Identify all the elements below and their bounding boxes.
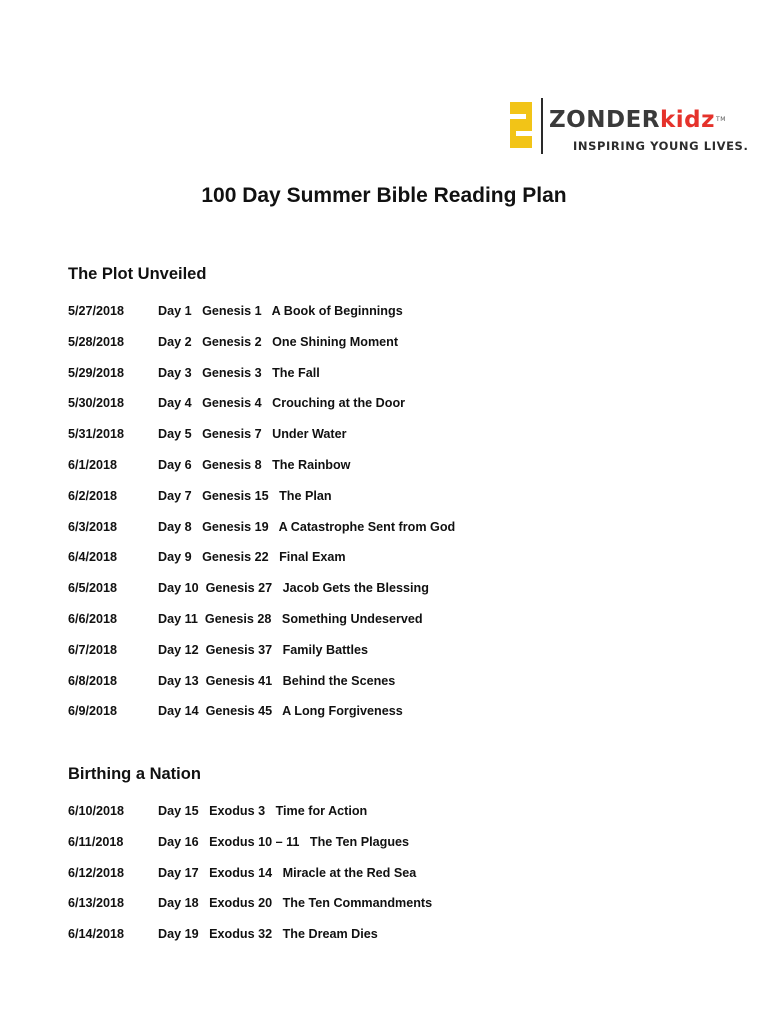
section-heading: The Plot Unveiled <box>68 265 207 283</box>
reading-date: 5/31/2018 <box>68 427 125 442</box>
logo-divider <box>541 98 543 154</box>
reading-date: 5/29/2018 <box>68 365 125 380</box>
reading-date: 6/11/2018 <box>68 834 124 849</box>
reading-date: 6/8/2018 <box>68 673 118 688</box>
logo-wordmark <box>549 107 726 133</box>
reading-row <box>68 827 708 858</box>
reading-entry: Day 8 Genesis 19 A Catastrophe Sent from God <box>158 519 456 534</box>
reading-entry: Day 2 Genesis 2 One Shining Moment <box>158 334 399 349</box>
reading-entry: Day 13 Genesis 41 Behind the Scenes <box>158 673 396 688</box>
reading-list <box>68 796 708 950</box>
reading-entry: Day 5 Genesis 7 Under Water <box>158 427 347 442</box>
reading-date: 6/6/2018 <box>68 611 118 626</box>
logo-wordmark-zonder: ZONDER <box>549 107 660 133</box>
reading-row <box>68 604 708 635</box>
reading-entry: Day 15 Exodus 3 Time for Action <box>158 804 368 818</box>
reading-date: 6/9/2018 <box>68 704 118 719</box>
reading-entry: Day 19 Exodus 32 The Dream Dies <box>158 927 378 942</box>
reading-date: 5/30/2018 <box>68 396 125 411</box>
reading-row <box>68 796 708 827</box>
logo-trademark: TM <box>716 116 726 123</box>
reading-row <box>68 296 708 327</box>
reading-date: 6/3/2018 <box>68 519 118 534</box>
reading-date: 6/10/2018 <box>68 804 125 818</box>
reading-row <box>68 388 708 419</box>
reading-date: 6/2/2018 <box>68 488 118 503</box>
reading-entry: Day 7 Genesis 15 The Plan <box>158 488 332 503</box>
reading-date: 6/12/2018 <box>68 865 125 880</box>
reading-entry: Day 9 Genesis 22 Final Exam <box>158 550 346 565</box>
reading-entry: Day 17 Exodus 14 Miracle at the Red Sea <box>158 865 417 880</box>
reading-row <box>68 481 708 512</box>
reading-row <box>68 573 708 604</box>
reading-row <box>68 666 708 697</box>
zonderkidz-mark-icon <box>510 102 532 148</box>
reading-entry: Day 14 Genesis 45 A Long Forgiveness <box>158 704 403 719</box>
reading-entry: Day 18 Exodus 20 The Ten Commandments <box>158 896 433 911</box>
logo-tagline: INSPIRING YOUNG LIVES. <box>573 139 749 153</box>
reading-row <box>68 327 708 358</box>
reading-row <box>68 919 708 950</box>
page-title: 100 Day Summer Bible Reading Plan <box>201 184 567 207</box>
reading-date: 6/7/2018 <box>68 642 118 657</box>
logo-wordmark-kidz: kidz <box>660 107 716 133</box>
reading-date: 6/1/2018 <box>68 457 118 472</box>
reading-row <box>68 635 708 666</box>
reading-entry: Day 1 Genesis 1 A Book of Beginnings <box>158 304 403 318</box>
reading-date: 6/5/2018 <box>68 581 118 596</box>
reading-row <box>68 858 708 889</box>
reading-date: 6/13/2018 <box>68 896 125 911</box>
zonderkidz-logo <box>508 98 758 154</box>
reading-row <box>68 512 708 543</box>
reading-row <box>68 542 708 573</box>
reading-entry: Day 10 Genesis 27 Jacob Gets the Blessing <box>158 581 429 596</box>
reading-list <box>68 296 708 727</box>
reading-entry: Day 12 Genesis 37 Family Battles <box>158 642 369 657</box>
reading-entry: Day 3 Genesis 3 The Fall <box>158 365 320 380</box>
reading-row <box>68 696 708 727</box>
section-plot-unveiled <box>68 262 708 727</box>
reading-entry: Day 4 Genesis 4 Crouching at the Door <box>158 396 406 411</box>
reading-row <box>68 419 708 450</box>
reading-entry: Day 11 Genesis 28 Something Undeserved <box>158 611 423 626</box>
section-birthing-a-nation <box>68 762 708 950</box>
reading-date: 5/28/2018 <box>68 334 125 349</box>
reading-row <box>68 450 708 481</box>
reading-date: 6/4/2018 <box>68 550 118 565</box>
reading-row <box>68 888 708 919</box>
reading-row <box>68 358 708 389</box>
reading-date: 5/27/2018 <box>68 304 125 318</box>
section-heading: Birthing a Nation <box>68 765 201 783</box>
reading-entry: Day 16 Exodus 10 – 11 The Ten Plagues <box>158 834 410 849</box>
reading-entry: Day 6 Genesis 8 The Rainbow <box>158 457 351 472</box>
reading-date: 6/14/2018 <box>68 927 125 942</box>
